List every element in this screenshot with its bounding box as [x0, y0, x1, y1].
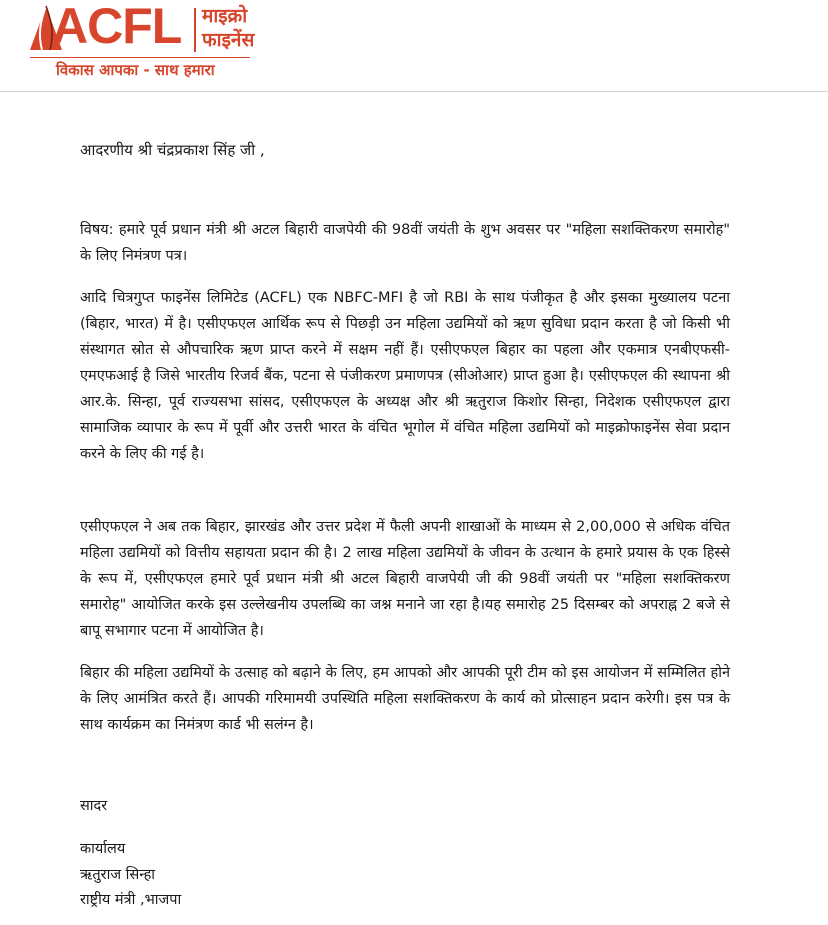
signatory-name: ऋतुराज सिन्हा	[80, 867, 156, 883]
tagline: विकास आपका - साथ हमारा	[56, 61, 215, 79]
logo-divider	[194, 8, 196, 52]
company-logo	[26, 0, 255, 82]
header-divider	[0, 91, 828, 92]
logo-wordmark: ACFL	[52, 0, 182, 54]
paragraph-about-acfl: आदि चित्रगुप्त फाइनेंस लिमिटेड (ACFL) एक NBFC-MFI है जो RBI के साथ पंजीकृत है और इसका मुख्यालय पटना (बिहार, भारत) में है। एसीएफएल आर्थिक रूप से पिछड़ी उन महिला उद्यमियों को ऋण सुविधा प्रदान करता है जो किसी भी संस्थागत स्रोत से औपचारिक ऋण प्राप्त करने में सक्षम नहीं हैं। एसीएफएल बिहार का पहला और एकमात्र एनबीएफसी-एमएफआई है जिसे भारतीय रिजर्व बैंक, पटना से पंजीकरण प्रमाणपत्र (सीओआर) प्राप्त हुआ है। एसीएफएल की स्थापना श्री आर.के. सिन्हा, पूर्व राज्यसभा सांसद, एसीएफएल के अध्यक्ष और श्री ऋतुराज किशोर सिन्हा, निदेशक एसीएफएल द्वारा सामाजिक व्यापार के रूप में पूर्वी और उत्तरी भारत के वंचित भूगोल में वंचित महिला उद्यमियों को माइक्रोफाइनेंस सेवा प्रदान करने के लिए की गई है।	[80, 290, 730, 462]
logo-hindi-line1: माइक्रो	[202, 5, 248, 27]
logo-underline	[30, 57, 250, 58]
signatory-title: राष्ट्रीय मंत्री ,भाजपा	[80, 892, 182, 908]
salutation: आदरणीय श्री चंद्रप्रकाश सिंह जी ,	[80, 141, 265, 159]
logo-hindi-line2: फाइनेंस	[202, 29, 255, 51]
paragraph-invitation: बिहार की महिला उद्यमियों के उत्साह को बढ़ाने के लिए, हम आपको और आपकी पूरी टीम को इस आयोजन में सम्मिलित होने के लिए आमंत्रित करते हैं। आपकी गरिमामयी उपस्थिति महिला सशक्तिकरण के कार्य को प्रोत्साहन प्रदान करेगी। इस पत्र के साथ कार्यक्रम का निमंत्रण कार्ड भी सलंग्न है।	[80, 665, 730, 733]
letterhead	[0, 0, 828, 92]
office-label: कार्यालय	[80, 841, 126, 857]
subject-line: विषय: हमारे पूर्व प्रधान मंत्री श्री अटल बिहारी वाजपेयी की 98वीं जयंती के शुभ अवसर पर "महिला सशक्तिकरण समारोह" के लिए निमंत्रण पत्र।	[80, 222, 730, 264]
closing: सादर	[80, 798, 108, 814]
paragraph-event: एसीएफएल ने अब तक बिहार, झारखंड और उत्तर प्रदेश में फैली अपनी शाखाओं के माध्यम से 2,00,000 से अधिक वंचित महिला उद्यमियों को वित्तीय सहायता प्रदान की है। 2 लाख महिला उद्यमियों के जीवन के उत्थान के हमारे प्रयास के एक हिस्से के रूप में, एसीएफएल हमारे पूर्व प्रधान मंत्री श्री अटल बिहारी वाजपेयी जी की 98वीं जयंती पर "महिला सशक्तिकरण समारोह" आयोजित करके इस उल्लेखनीय उपलब्धि का जश्न मनाने जा रहा है।यह समारोह 25 दिसम्बर को अपराह्न 2 बजे से बापू सभागार पटना में आयोजित है।	[80, 519, 730, 639]
logo-hindi-text	[202, 4, 254, 52]
